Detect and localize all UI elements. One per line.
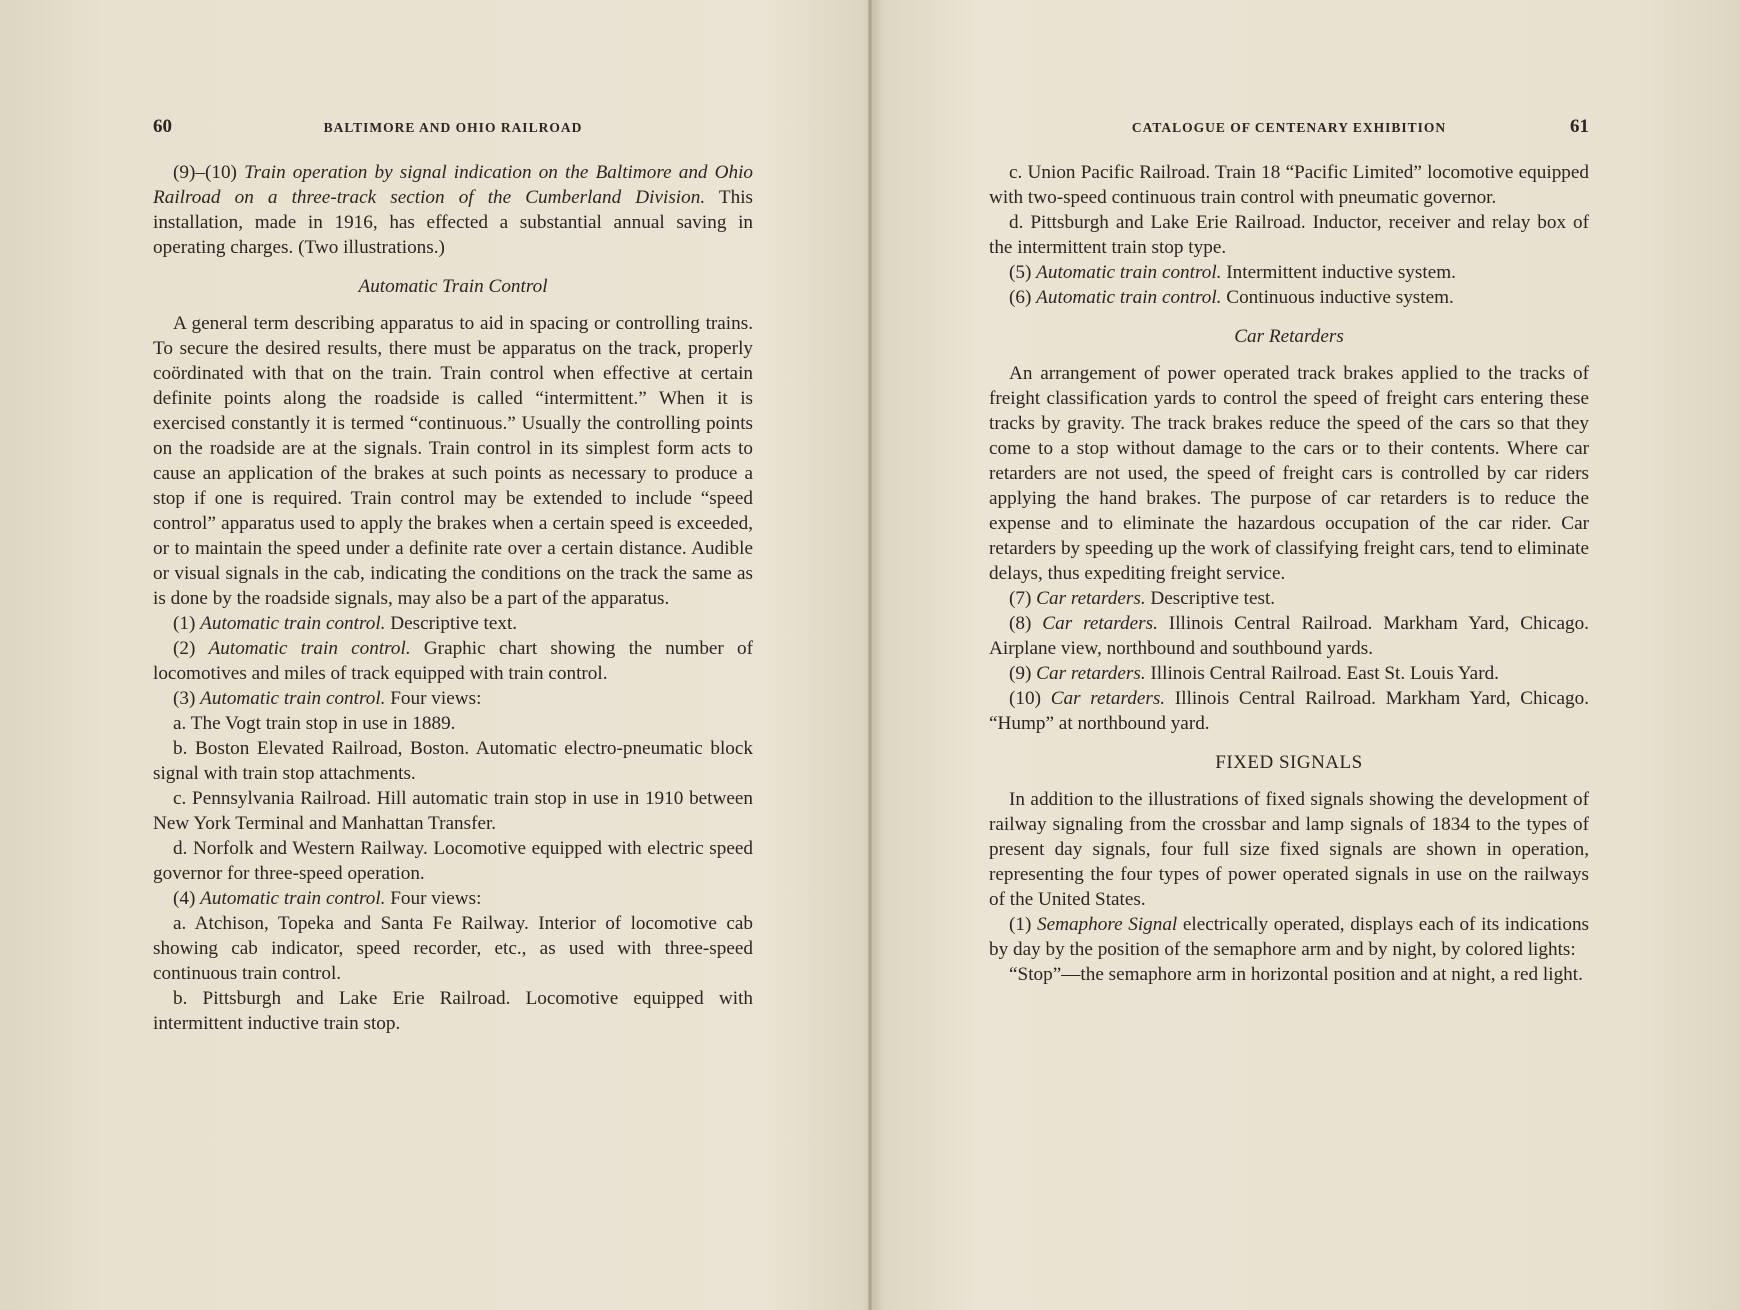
item-text: a. Atchison, Topeka and Santa Fe Railway. Interior of locomotive cab showing cab indicator, speed recorder, etc., as used with three-speed continuous train control. [153, 913, 753, 984]
list-item [989, 912, 1589, 962]
list-item [989, 661, 1589, 686]
item-text: This installation, made in 1916, has effected a substantial annual saving in operating charges. (Two illustrations.) [153, 187, 753, 258]
item-number: (9) [1009, 663, 1037, 684]
list-item [989, 962, 1589, 987]
list-item [153, 611, 753, 636]
item-number: (2) [173, 638, 209, 659]
item-text: electrically operated, displays each of its indications by day by the position of the semaphore arm and by night, by colored lights: [989, 914, 1590, 960]
list-item [989, 210, 1589, 260]
left-item-list [153, 611, 753, 1036]
list-item [153, 986, 753, 1036]
item-title: Car retarders. [1036, 588, 1146, 609]
item-number: (6) [1009, 287, 1037, 308]
item-text: Four views: [385, 888, 482, 909]
item-title: Automatic train control. [1036, 262, 1222, 283]
item-text: Graphic chart showing the number of locomotives and miles of track equipped with train control. [153, 638, 753, 684]
item-number: (5) [1009, 262, 1037, 283]
item-title: Train operation by signal indication on the Baltimore and Ohio Railroad on a three-track section of the Cumberland Division. [153, 162, 753, 208]
right-running-title: CATALOGUE OF CENTENARY EXHIBITION [1131, 120, 1447, 135]
item-number: (1) [173, 613, 201, 634]
left-page-number: 60 [153, 116, 172, 137]
list-item [153, 636, 753, 686]
item-number: (8) [1009, 613, 1043, 634]
item-title: Automatic train control. [200, 688, 386, 709]
item-number: (1) [1009, 914, 1037, 935]
item-title: Automatic train control. [200, 613, 386, 634]
item-text: d. Pittsburgh and Lake Erie Railroad. Inductor, receiver and relay box of the intermittent train stop type. [989, 212, 1589, 258]
item-text: Illinois Central Railroad. Markham Yard, Chicago. “Hump” at northbound yard. [989, 688, 1589, 734]
item-title: Car retarders. [1036, 663, 1146, 684]
item-number: (3) [173, 688, 201, 709]
list-item [153, 886, 753, 911]
item-number: (9)–(10) [173, 162, 245, 183]
right-body-paragraph-2: In addition to the illustrations of fixed signals showing the development of railway signaling from the crossbar and lamp signals of 1834 to the types of present day signals, four full size fixed signals are shown in operation, representing the four types of power operated signals in use on the railways of the United States. [989, 789, 1589, 910]
right-item-list-bottom [989, 912, 1589, 987]
item-title: Semaphore Signal [1037, 914, 1178, 935]
list-item [989, 160, 1589, 210]
item-number: (10) [1009, 688, 1051, 709]
item-text: b. Pittsburgh and Lake Erie Railroad. Locomotive equipped with intermittent inductive train stop. [153, 988, 753, 1034]
item-title: Automatic train control. [200, 888, 386, 909]
left-page [153, 112, 753, 1036]
left-body-paragraph: A general term describing apparatus to aid in spacing or controlling trains. To secure the desired results, there must be apparatus on the track, properly coördinated with that on the train. Train control when effective at certain definite points along the roadside is called “intermittent.” When it is exercised constantly it is termed “continuous.” Usually the controlling points on the roadside are at the signals. Train control in its simplest form acts to cause an application of the brakes at such points as necessary to produce a stop if one is required. Train control may be extended to include “speed control” apparatus used to apply the brakes when a certain speed is exceeded, or to maintain the speed under a definite rate over a certain distance. Audible or visual signals in the cab, indicating the conditions on the track the same as is done by the roadside signals, may also be a part of the apparatus. [153, 313, 753, 609]
list-item [153, 711, 753, 736]
item-text: d. Norfolk and Western Railway. Locomotive equipped with electric speed governor for three-speed operation. [153, 838, 753, 884]
list-item [153, 911, 753, 986]
left-intro-paragraph [153, 160, 753, 260]
item-text: Illinois Central Railroad. East St. Louis Yard. [1145, 663, 1499, 684]
item-text: Illinois Central Railroad. Markham Yard, Chicago. Airplane view, northbound and southbound yards. [989, 613, 1589, 659]
right-page [989, 112, 1589, 987]
right-body-paragraph: An arrangement of power operated track brakes applied to the tracks of freight classification yards to control the speed of freight cars entering these tracks by gravity. The track brakes reduce the speed of the cars so that they come to a stop without damage to the cars or to their contents. Where car retarders are not used, the speed of freight cars is controlled by car riders applying the hand brakes. The purpose of car retarders is to reduce the expense and to eliminate the hazardous occupation of the car rider. Car retarders by speeding up the work of classifying freight cars, tend to eliminate delays, thus expediting freight service. [989, 363, 1589, 584]
right-item-list-mid [989, 586, 1589, 736]
item-title: Car retarders. [1042, 613, 1158, 634]
list-item [989, 260, 1589, 285]
section-heading-car-retarders: Car Retarders [1234, 326, 1344, 347]
left-running-head [153, 112, 753, 142]
list-item [989, 686, 1589, 736]
item-text: b. Boston Elevated Railroad, Boston. Automatic electro-pneumatic block signal with train stop attachments. [153, 738, 753, 784]
item-text: Continuous inductive system. [1221, 287, 1454, 308]
item-text: c. Pennsylvania Railroad. Hill automatic train stop in use in 1910 between New York Terminal and Manhattan Transfer. [153, 788, 753, 834]
list-item [989, 611, 1589, 661]
right-running-head [989, 112, 1589, 142]
item-title: Car retarders. [1050, 688, 1166, 709]
item-title: Automatic train control. [1036, 287, 1222, 308]
list-item [989, 285, 1589, 310]
item-number: (7) [1009, 588, 1037, 609]
book-gutter [868, 0, 872, 1310]
item-text: “Stop”—the semaphore arm in horizontal position and at night, a red light. [1009, 964, 1583, 985]
item-title: Automatic train control. [208, 638, 411, 659]
right-page-number: 61 [1570, 116, 1589, 137]
item-text: Intermittent inductive system. [1221, 262, 1456, 283]
section-heading-automatic-train-control: Automatic Train Control [358, 276, 548, 297]
section-heading-fixed-signals: FIXED SIGNALS [1215, 752, 1363, 773]
item-text: Descriptive text. [385, 613, 518, 634]
list-item [153, 836, 753, 886]
item-text: a. The Vogt train stop in use in 1889. [173, 713, 456, 734]
left-running-title: BALTIMORE AND OHIO RAILROAD [323, 120, 583, 135]
item-number: (4) [173, 888, 201, 909]
right-item-list-top [989, 160, 1589, 310]
list-item [989, 586, 1589, 611]
item-text: Descriptive test. [1145, 588, 1276, 609]
item-text: c. Union Pacific Railroad. Train 18 “Pacific Limited” locomotive equipped with two-speed continuous train control with pneumatic governor. [989, 162, 1589, 208]
item-text: Four views: [385, 688, 482, 709]
list-item [153, 786, 753, 836]
list-item [153, 736, 753, 786]
list-item [153, 686, 753, 711]
